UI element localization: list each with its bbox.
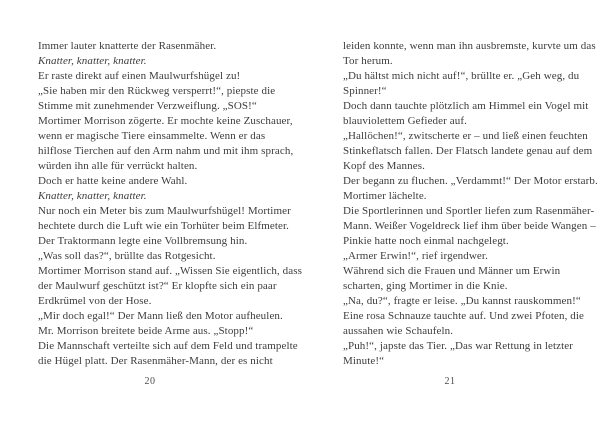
text-line: Tor herum. bbox=[343, 55, 393, 67]
text-line: „Puh!“, japste das Tier. „Das war Rettung in letzter bbox=[343, 340, 574, 352]
page-number-left: 20 bbox=[144, 376, 156, 387]
text-line: Immer lauter knatterte der Rasenmäher. bbox=[38, 40, 217, 52]
text-line: blauviolettem Gefieder auf. bbox=[343, 115, 467, 127]
text-line: Doch dann tauchte plötzlich am Himmel ein Vogel mit bbox=[343, 100, 589, 112]
text-line: Minute!“ bbox=[343, 355, 385, 367]
text-line: hechtete durch die Luft wie ein Torhüter beim Elfmeter. bbox=[38, 220, 290, 232]
text-line: aussahen wie Schaufeln. bbox=[343, 325, 454, 337]
text-line: Der begann zu fluchen. „Verdammt!“ Der Motor erstarb. bbox=[343, 175, 598, 187]
text-line: Stimme mit zunehmender Verzweiflung. „SOS!“ bbox=[38, 100, 257, 112]
text-line: Stinkeflatsch fallen. Der Flatsch landete genau auf dem bbox=[343, 145, 593, 157]
text-line: Erdkrümel von der Hose. bbox=[38, 295, 152, 307]
text-line: Doch er hatte keine andere Wahl. bbox=[38, 175, 188, 187]
text-line: scharten, ging Mortimer in die Knie. bbox=[343, 280, 508, 292]
page-number-right: 21 bbox=[444, 376, 456, 387]
text-line: Kopf des Mannes. bbox=[343, 160, 425, 172]
text-line: „Mir doch egal!“ Der Mann ließ den Motor aufheulen. bbox=[38, 310, 283, 322]
text-line: Der Traktormann legte eine Vollbremsung hin. bbox=[38, 235, 248, 247]
text-line: wenn er magische Tiere einsammelte. Wenn er das bbox=[38, 130, 266, 142]
text-line: Mortimer lächelte. bbox=[343, 190, 427, 202]
text-line: würden ihn alle für verrückt halten. bbox=[38, 160, 198, 172]
text-line: Mortimer Morrison stand auf. „Wissen Sie eigentlich, dass bbox=[38, 265, 303, 277]
text-line: „Sie haben mir den Rückweg versperrt!“, piepste die bbox=[38, 85, 276, 97]
text-line: Knatter, knatter, knatter. bbox=[38, 55, 147, 67]
text-line: „Was soll das?“, brüllte das Rotgesicht. bbox=[38, 250, 216, 262]
text-line: Er raste direkt auf einen Maulwurfshügel zu! bbox=[38, 70, 241, 82]
text-line: leiden konnte, wenn man ihn ausbremste, kurvte um das bbox=[343, 40, 596, 52]
text-line: Mr. Morrison breitete beide Arme aus. „Stopp!“ bbox=[38, 325, 254, 337]
book-page-right bbox=[300, 0, 600, 424]
text-line: Knatter, knatter, knatter. bbox=[38, 190, 147, 202]
text-line: Eine rosa Schnauze tauchte auf. Und zwei Pfoten, die bbox=[343, 310, 585, 322]
text-line: Während sich die Frauen und Männer um Erwin bbox=[343, 265, 561, 277]
text-line: Mortimer Morrison zögerte. Er mochte keine Zuschauer, bbox=[38, 115, 293, 127]
text-line: Die Mannschaft verteilte sich auf dem Feld und trampelte bbox=[38, 340, 298, 352]
text-line: der Maulwurf geschützt ist?“ Er klopfte sich ein paar bbox=[38, 280, 277, 292]
text-line: die Hügel platt. Der Rasenmäher-Mann, der es nicht bbox=[38, 355, 273, 367]
text-line: Nur noch ein Meter bis zum Maulwurfshügel! Mortimer bbox=[38, 205, 291, 217]
text-line: „Na, du?“, fragte er leise. „Du kannst rauskommen!“ bbox=[343, 295, 581, 307]
page-text-left bbox=[38, 39, 303, 369]
text-line: „Armer Erwin!“, rief irgendwer. bbox=[343, 250, 488, 262]
text-line: hilflose Tierchen auf den Arm nahm und mit ihm sprach, bbox=[38, 145, 294, 157]
text-line: Die Sportlerinnen und Sportler liefen zum Rasenmäher- bbox=[343, 205, 595, 217]
text-line: „Du hältst mich nicht auf!“, brüllte er. „Geh weg, du bbox=[343, 70, 580, 82]
text-line: „Hallöchen!“, zwitscherte er – und ließ einen feuchten bbox=[343, 130, 588, 142]
text-line: Spinner!“ bbox=[343, 85, 387, 97]
text-line: Mann. Weißer Vogeldreck lief ihm über beide Wangen – bbox=[343, 220, 596, 232]
page-text-right bbox=[343, 39, 598, 369]
text-line: Pinkie hatte noch einmal nachgelegt. bbox=[343, 235, 509, 247]
